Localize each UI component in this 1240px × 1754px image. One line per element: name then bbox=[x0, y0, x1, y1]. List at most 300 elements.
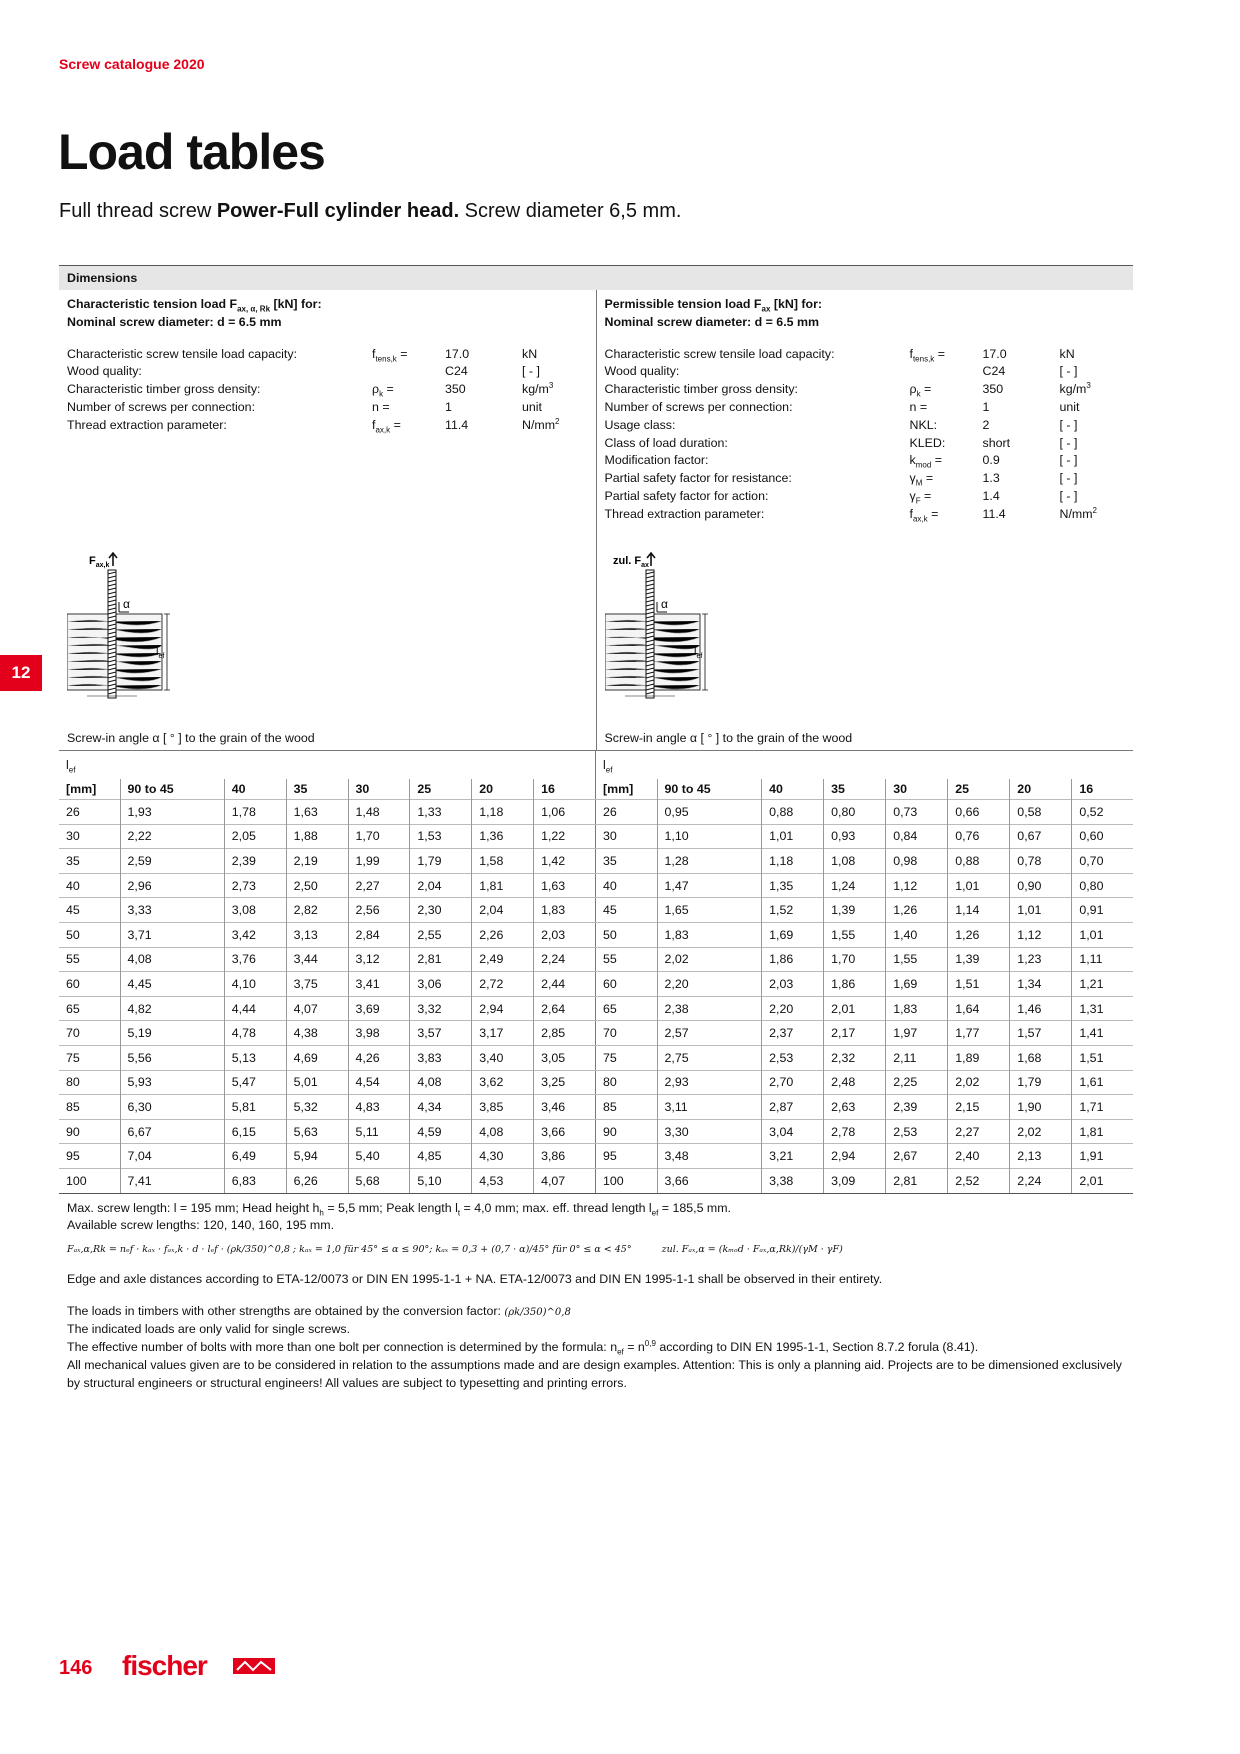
load-value-cell: 1,42 bbox=[534, 849, 596, 874]
table-row bbox=[59, 1045, 596, 1070]
param-symbol-eq: = bbox=[931, 453, 942, 468]
load-value-cell: 1,65 bbox=[657, 898, 762, 923]
row-length-cell: 85 bbox=[59, 1095, 120, 1120]
load-value-cell: 0,60 bbox=[1072, 824, 1133, 849]
param-row bbox=[67, 346, 588, 364]
param-unit-main: N/mm bbox=[1059, 506, 1093, 521]
load-value-cell: 2,73 bbox=[224, 873, 286, 898]
note-edge-distances: Edge and axle distances according to ETA-12/0073 or DIN EN 1995-1-1 + NA. ETA-12/0073 and DIN EN 1995-1-1 shall be observed in their entirety. bbox=[67, 1271, 883, 1286]
note-available-lengths: Available screw lengths: 120, 140, 160, 195 mm. bbox=[67, 1218, 335, 1233]
load-value-cell: 1,26 bbox=[948, 922, 1010, 947]
column-header: 30 bbox=[886, 779, 948, 800]
force-label-permissible: zul. $F_{ax}$ bbox=[612, 555, 649, 569]
row-length-cell: 45 bbox=[59, 898, 120, 923]
load-value-cell: 1,21 bbox=[1072, 972, 1133, 997]
load-value-cell: 3,42 bbox=[224, 922, 286, 947]
param-unit bbox=[1060, 417, 1120, 435]
param-symbol-main: f bbox=[372, 417, 376, 432]
load-value-cell: 1,51 bbox=[1072, 1045, 1133, 1070]
param-row bbox=[67, 381, 588, 399]
load-value-cell: 1,78 bbox=[224, 800, 286, 825]
load-value-cell: 3,86 bbox=[534, 1144, 596, 1169]
column-headers bbox=[596, 779, 1133, 800]
param-symbol-sub: ax,k bbox=[912, 514, 928, 524]
param-unit-sup: 2 bbox=[555, 416, 560, 426]
table-row bbox=[59, 947, 596, 972]
page-title: Load tables bbox=[58, 124, 325, 180]
param-unit bbox=[522, 346, 582, 364]
column-header: 20 bbox=[472, 779, 534, 800]
load-value-cell: 2,44 bbox=[534, 972, 596, 997]
screw-in-angle-label: Screw-in angle α [ ° ] to the grain of the wood bbox=[67, 731, 315, 746]
load-value-cell: 2,67 bbox=[886, 1144, 948, 1169]
table-row bbox=[596, 1095, 1133, 1120]
param-label: Wood quality: bbox=[604, 364, 680, 379]
param-value: 11.4 bbox=[982, 506, 1006, 521]
load-value-cell: 3,33 bbox=[120, 898, 224, 923]
param-unit-main: kg/m bbox=[1059, 382, 1087, 397]
param-symbol-sub: F bbox=[915, 496, 921, 506]
table-row bbox=[596, 922, 1133, 947]
row-length-cell: 40 bbox=[59, 873, 120, 898]
load-value-cell: 2,50 bbox=[286, 873, 348, 898]
load-value-cell: 2,87 bbox=[762, 1095, 824, 1120]
load-value-cell: 1,41 bbox=[1072, 1021, 1133, 1046]
screw-in-angle-label-permissible: Screw-in angle α [ ° ] to the grain of the wood bbox=[604, 731, 853, 746]
param-symbol-main: γ bbox=[909, 471, 916, 486]
param-value: 0.9 bbox=[982, 453, 1000, 468]
param-symbol bbox=[910, 417, 983, 435]
param-label: Number of screws per connection: bbox=[604, 399, 793, 414]
page-subtitle bbox=[59, 200, 681, 223]
subtitle-suffix: Screw diameter 6,5 mm. bbox=[459, 200, 682, 222]
load-value-cell: 0,84 bbox=[886, 824, 948, 849]
load-value-cell: 2,78 bbox=[824, 1119, 886, 1144]
load-value-cell: 2,22 bbox=[120, 824, 224, 849]
row-length-cell: 35 bbox=[59, 849, 120, 874]
load-value-cell: 2,01 bbox=[824, 996, 886, 1021]
param-unit bbox=[1060, 506, 1120, 524]
load-value-cell: 2,63 bbox=[824, 1095, 886, 1120]
load-value-cell: 3,40 bbox=[472, 1045, 534, 1070]
load-value-cell: 1,10 bbox=[657, 824, 762, 849]
load-value-cell: 2,02 bbox=[657, 947, 762, 972]
load-value-cell: 1,24 bbox=[824, 873, 886, 898]
load-value-cell: 1,97 bbox=[886, 1021, 948, 1046]
param-row bbox=[605, 470, 1126, 488]
catalogue-label: Screw catalogue 2020 bbox=[59, 56, 205, 72]
note-disclaimer: All mechanical values given are to be considered in relation to the assumptions made and are design examples. Attention: This is only a planning aid. Projects are to be dimensioned exclusively by structural engineers or structural engineers! All values are subject to typesetting and printing errors. bbox=[67, 1358, 1122, 1390]
table-row bbox=[59, 849, 596, 874]
lef-label: $l_{ef}$ bbox=[156, 646, 165, 660]
load-value-cell: 7,04 bbox=[120, 1144, 224, 1169]
row-length-cell: 55 bbox=[596, 947, 657, 972]
brand-mark-icon bbox=[233, 1658, 275, 1674]
load-value-cell: 1,31 bbox=[1072, 996, 1133, 1021]
param-symbol-main: ρ bbox=[909, 382, 917, 397]
table-row bbox=[596, 1144, 1133, 1169]
load-value-cell: 4,07 bbox=[534, 1168, 596, 1193]
load-value-cell: 2,27 bbox=[948, 1119, 1010, 1144]
param-unit-sup: 2 bbox=[1092, 505, 1097, 515]
column-header: 90 to 45 bbox=[657, 779, 762, 800]
load-value-cell: 2,84 bbox=[348, 922, 410, 947]
param-row bbox=[605, 363, 1126, 381]
load-value-cell: 3,83 bbox=[410, 1045, 472, 1070]
column-header: 90 to 45 bbox=[120, 779, 224, 800]
table-row bbox=[59, 824, 596, 849]
load-value-cell: 2,96 bbox=[120, 873, 224, 898]
load-value-cell: 1,86 bbox=[762, 947, 824, 972]
load-value-cell: 3,09 bbox=[824, 1168, 886, 1193]
column-header: 25 bbox=[410, 779, 472, 800]
load-value-cell: 2,56 bbox=[348, 898, 410, 923]
load-value-cell: 5,81 bbox=[224, 1095, 286, 1120]
param-row bbox=[605, 399, 1126, 417]
load-value-cell: 0,66 bbox=[948, 800, 1010, 825]
load-value-cell: 2,13 bbox=[1010, 1144, 1072, 1169]
param-unit-main: [ - ] bbox=[1059, 417, 1078, 432]
column-header: 35 bbox=[286, 779, 348, 800]
table-row bbox=[59, 1021, 596, 1046]
param-symbol-eq: = bbox=[922, 471, 934, 486]
load-value-cell: 4,69 bbox=[286, 1045, 348, 1070]
load-value-cell: 1,58 bbox=[472, 849, 534, 874]
load-value-cell: 2,03 bbox=[534, 922, 596, 947]
load-value-cell: 1,63 bbox=[534, 873, 596, 898]
load-value-cell: 1,14 bbox=[948, 898, 1010, 923]
load-value-cell: 4,07 bbox=[286, 996, 348, 1021]
left-panel bbox=[59, 290, 597, 750]
load-value-cell: 2,72 bbox=[472, 972, 534, 997]
alpha-label: α bbox=[123, 597, 130, 611]
brand-logo: fischer bbox=[122, 1650, 207, 1681]
chapter-tab[interactable]: 12 bbox=[0, 655, 42, 691]
load-value-cell: 5,10 bbox=[410, 1168, 472, 1193]
param-symbol-main: f bbox=[909, 346, 913, 361]
param-unit-main: unit bbox=[522, 399, 542, 414]
load-value-cell: 5,93 bbox=[120, 1070, 224, 1095]
param-row bbox=[605, 435, 1126, 453]
load-value-cell: 1,46 bbox=[1010, 996, 1072, 1021]
load-value-cell: 0,52 bbox=[1072, 800, 1133, 825]
load-value-cell: 1,51 bbox=[948, 972, 1010, 997]
load-value-cell: 3,66 bbox=[657, 1168, 762, 1193]
param-symbol bbox=[910, 488, 983, 506]
param-unit-main: kN bbox=[522, 346, 538, 361]
param-unit bbox=[1060, 435, 1120, 453]
column-header: 40 bbox=[224, 779, 286, 800]
table-row bbox=[596, 824, 1133, 849]
row-length-cell: 95 bbox=[59, 1144, 120, 1169]
screw-diagram bbox=[67, 550, 207, 700]
load-value-cell: 3,17 bbox=[472, 1021, 534, 1046]
param-row bbox=[605, 452, 1126, 470]
load-value-cell: 5,11 bbox=[348, 1119, 410, 1144]
parameter-halves bbox=[59, 290, 1133, 750]
load-value-cell: 2,49 bbox=[472, 947, 534, 972]
param-unit-main: unit bbox=[1059, 399, 1080, 414]
param-unit-main: [ - ] bbox=[1059, 435, 1078, 450]
table-row bbox=[596, 947, 1133, 972]
param-row bbox=[605, 346, 1126, 364]
load-value-cell: 1,39 bbox=[948, 947, 1010, 972]
param-value: 1.4 bbox=[982, 488, 1000, 503]
row-length-cell: 80 bbox=[59, 1070, 120, 1095]
load-value-cell: 2,93 bbox=[657, 1070, 762, 1095]
load-value-cell: 1,71 bbox=[1072, 1095, 1133, 1120]
load-value-cell: 1,12 bbox=[886, 873, 948, 898]
row-length-cell: 75 bbox=[596, 1045, 657, 1070]
param-unit-main: [ - ] bbox=[1059, 453, 1078, 468]
row-length-cell: 30 bbox=[596, 824, 657, 849]
param-symbol-main: γ bbox=[909, 488, 916, 503]
param-label: Characteristic timber gross density: bbox=[604, 382, 798, 397]
load-value-cell: 1,28 bbox=[657, 849, 762, 874]
load-value-cell: 2,37 bbox=[762, 1021, 824, 1046]
param-value: 1 bbox=[982, 399, 990, 414]
load-value-cell: 1,69 bbox=[762, 922, 824, 947]
load-value-cell: 3,85 bbox=[472, 1095, 534, 1120]
load-value-cell: 0,67 bbox=[1010, 824, 1072, 849]
param-symbol-main: ρ bbox=[372, 382, 380, 397]
param-label: Usage class: bbox=[604, 417, 676, 432]
load-value-cell: 1,11 bbox=[1072, 947, 1133, 972]
load-value-cell: 2,55 bbox=[410, 922, 472, 947]
param-unit-main: kg/m bbox=[522, 382, 549, 397]
table-row bbox=[59, 873, 596, 898]
load-value-cell: 2,17 bbox=[824, 1021, 886, 1046]
column-header: [mm] bbox=[59, 779, 120, 800]
row-length-cell: 85 bbox=[596, 1095, 657, 1120]
load-value-cell: 5,68 bbox=[348, 1168, 410, 1193]
param-label: Characteristic timber gross density: bbox=[67, 382, 261, 397]
row-length-cell: 50 bbox=[59, 922, 120, 947]
param-label: Modification factor: bbox=[604, 453, 709, 468]
load-value-cell: 5,40 bbox=[348, 1144, 410, 1169]
table-row bbox=[59, 972, 596, 997]
note-effective-number: The effective number of bolts with more than one bolt per connection is determined by the formula: $n_{ef} = n^{0,9}$ according to DIN EN 1995-1-1, Section 8.7.2 forula (8.41). bbox=[67, 1339, 979, 1357]
row-length-cell: 95 bbox=[596, 1144, 657, 1169]
load-value-cell: 2,64 bbox=[534, 996, 596, 1021]
load-value-cell: 1,22 bbox=[534, 824, 596, 849]
load-value-cell: 0,95 bbox=[657, 800, 762, 825]
notes bbox=[59, 1200, 1133, 1393]
load-value-cell: 0,73 bbox=[886, 800, 948, 825]
load-value-cell: 1,01 bbox=[1072, 922, 1133, 947]
lef-dimension bbox=[702, 614, 708, 690]
load-value-cell: 3,25 bbox=[534, 1070, 596, 1095]
row-length-cell: 45 bbox=[596, 898, 657, 923]
load-value-cell: 3,41 bbox=[348, 972, 410, 997]
load-value-cell: 2,39 bbox=[886, 1095, 948, 1120]
load-value-cell: 2,59 bbox=[120, 849, 224, 874]
load-value-cell: 1,01 bbox=[1010, 898, 1072, 923]
load-value-cell: 4,08 bbox=[120, 947, 224, 972]
load-value-cell: 3,44 bbox=[286, 947, 348, 972]
load-value-cell: 2,04 bbox=[410, 873, 472, 898]
param-symbol-eq: = bbox=[920, 382, 932, 397]
load-value-cell: 2,85 bbox=[534, 1021, 596, 1046]
param-unit bbox=[522, 399, 582, 417]
load-value-cell: 2,04 bbox=[472, 898, 534, 923]
load-value-cell: 4,10 bbox=[224, 972, 286, 997]
param-symbol-eq: = bbox=[916, 399, 928, 414]
load-value-cell: 3,21 bbox=[762, 1144, 824, 1169]
conversion-factor: (ρk/350)^0,8 bbox=[504, 1306, 571, 1318]
load-value-cell: 2,40 bbox=[948, 1144, 1010, 1169]
param-symbol bbox=[910, 346, 983, 364]
load-value-cell: 2,20 bbox=[762, 996, 824, 1021]
load-value-cell: 2,53 bbox=[762, 1045, 824, 1070]
load-value-cell: 3,46 bbox=[534, 1095, 596, 1120]
formula bbox=[67, 1241, 1133, 1259]
screw-diagram-permissible bbox=[605, 550, 745, 700]
param-symbol-sub: ax,k bbox=[375, 425, 391, 435]
param-label: Thread extraction parameter: bbox=[67, 417, 227, 432]
param-label: Number of screws per connection: bbox=[67, 399, 256, 414]
param-unit-main: [ - ] bbox=[1059, 488, 1078, 503]
row-length-cell: 65 bbox=[59, 996, 120, 1021]
param-value: 350 bbox=[445, 382, 466, 397]
right-params bbox=[597, 332, 1134, 524]
alpha-label: α bbox=[660, 597, 668, 611]
param-unit bbox=[522, 381, 582, 399]
load-value-cell: 1,68 bbox=[1010, 1045, 1072, 1070]
table-row bbox=[59, 898, 596, 923]
characteristic-load-table bbox=[59, 751, 596, 1194]
table-row bbox=[59, 996, 596, 1021]
row-length-cell: 30 bbox=[59, 824, 120, 849]
param-label: Wood quality: bbox=[67, 364, 142, 379]
param-symbol-main: NKL: bbox=[909, 417, 938, 432]
param-row bbox=[67, 399, 588, 417]
load-value-cell: 1,77 bbox=[948, 1021, 1010, 1046]
load-value-cell: 1,70 bbox=[824, 947, 886, 972]
load-value-cell: 6,30 bbox=[120, 1095, 224, 1120]
param-value: C24 bbox=[445, 364, 468, 379]
table-row bbox=[596, 1070, 1133, 1095]
load-value-cell: 1,33 bbox=[410, 800, 472, 825]
column-header: 25 bbox=[948, 779, 1010, 800]
param-unit bbox=[1060, 452, 1120, 470]
param-symbol bbox=[910, 452, 983, 470]
load-value-cell: 1,48 bbox=[348, 800, 410, 825]
column-header: 20 bbox=[1010, 779, 1072, 800]
param-unit bbox=[1060, 363, 1120, 381]
param-symbol-main: f bbox=[909, 506, 913, 521]
load-value-cell: 5,32 bbox=[286, 1095, 348, 1120]
table-row bbox=[59, 922, 596, 947]
row-length-cell: 40 bbox=[596, 873, 657, 898]
load-value-cell: 5,56 bbox=[120, 1045, 224, 1070]
param-value: 17.0 bbox=[445, 346, 470, 361]
load-value-cell: 2,32 bbox=[824, 1045, 886, 1070]
param-row bbox=[67, 363, 588, 381]
note-conversion: The loads in timbers with other strengths are obtained by the conversion factor: (ρk/350)^0,8 bbox=[67, 1303, 571, 1318]
note-screw-length: Max. screw length: l = 195 mm; Head height $h_h = 5,5$ mm; Peak length $l_t = 4,0$ mm; max. eff. thread length $l_{ef} = 185,5$ mm. bbox=[67, 1200, 731, 1217]
param-symbol bbox=[910, 363, 983, 381]
param-symbol bbox=[910, 381, 983, 399]
param-value: C24 bbox=[982, 364, 1006, 379]
row-length-cell: 26 bbox=[59, 800, 120, 825]
load-value-cell: 2,02 bbox=[1010, 1119, 1072, 1144]
param-unit bbox=[1060, 346, 1120, 364]
param-symbol bbox=[372, 363, 445, 381]
load-value-cell: 1,91 bbox=[1072, 1144, 1133, 1169]
load-value-cell: 0,88 bbox=[762, 800, 824, 825]
load-value-cell: 1,52 bbox=[762, 898, 824, 923]
param-symbol-sub: k bbox=[916, 389, 921, 399]
load-value-cell: 1,83 bbox=[657, 922, 762, 947]
param-unit bbox=[522, 363, 582, 381]
lef-dimension bbox=[164, 614, 170, 690]
load-value-cell: 1,83 bbox=[534, 898, 596, 923]
load-value-cell: 0,91 bbox=[1072, 898, 1133, 923]
param-unit bbox=[1060, 470, 1120, 488]
load-value-cell: 2,26 bbox=[472, 922, 534, 947]
load-value-cell: 1,26 bbox=[886, 898, 948, 923]
row-length-cell: 100 bbox=[59, 1168, 120, 1193]
param-symbol bbox=[910, 399, 983, 417]
param-label: Characteristic screw tensile load capacity: bbox=[604, 346, 835, 361]
load-value-cell: 2,94 bbox=[472, 996, 534, 1021]
load-value-cell: 2,25 bbox=[886, 1070, 948, 1095]
load-value-cell: 2,38 bbox=[657, 996, 762, 1021]
column-header: 35 bbox=[824, 779, 886, 800]
load-value-cell: 1,35 bbox=[762, 873, 824, 898]
load-value-cell: 1,89 bbox=[948, 1045, 1010, 1070]
param-symbol-eq: = bbox=[934, 346, 945, 361]
load-value-cell: 2,52 bbox=[948, 1168, 1010, 1193]
param-label: Partial safety factor for action: bbox=[604, 488, 769, 503]
row-length-cell: 60 bbox=[59, 972, 120, 997]
param-symbol bbox=[372, 346, 445, 364]
table-row bbox=[59, 800, 596, 825]
param-value: 2 bbox=[982, 417, 990, 432]
param-unit-sup: 3 bbox=[548, 381, 554, 391]
load-value-cell: 3,66 bbox=[534, 1119, 596, 1144]
load-value-cell: 1,34 bbox=[1010, 972, 1072, 997]
formula-characteristic: Fₐₓ,α,Rk = nₑf · kₐₓ · fₐₓ,k · d · lₑf · (ρk/350)^0,8 ; kₐₓ = 1,0 für 45° ≤ α ≤ 90°; kₐₓ = 0,3 + (0,7 · α)/45° für 0° ≤ α < 45° bbox=[67, 1244, 632, 1256]
right-heading: Permissible tension load $F_{ax}$ [kN] for: Nominal screw diameter: d = 6.5 mm bbox=[604, 297, 823, 329]
load-value-cell: 5,94 bbox=[286, 1144, 348, 1169]
param-symbol-sub: mod bbox=[915, 460, 932, 470]
load-tables bbox=[59, 750, 1133, 1194]
load-value-cell: 7,41 bbox=[120, 1168, 224, 1193]
force-label: $F_{ax,k}$ bbox=[89, 555, 110, 569]
load-value-cell: 2,05 bbox=[224, 824, 286, 849]
load-value-cell: 1,55 bbox=[824, 922, 886, 947]
param-symbol bbox=[372, 399, 445, 417]
load-value-cell: 2,81 bbox=[410, 947, 472, 972]
load-table-frame bbox=[59, 265, 1133, 1393]
param-symbol-sub: tens,k bbox=[375, 354, 397, 364]
load-value-cell: 2,03 bbox=[762, 972, 824, 997]
row-length-cell: 70 bbox=[596, 1021, 657, 1046]
row-length-cell: 55 bbox=[59, 947, 120, 972]
permissible-load-table bbox=[596, 751, 1133, 1194]
load-value-cell: 1,18 bbox=[762, 849, 824, 874]
table-row bbox=[59, 1168, 596, 1193]
load-value-cell: 2,30 bbox=[410, 898, 472, 923]
load-value-cell: 0,76 bbox=[948, 824, 1010, 849]
load-value-cell: 1,93 bbox=[120, 800, 224, 825]
load-value-cell: 4,34 bbox=[410, 1095, 472, 1120]
param-row bbox=[67, 417, 588, 435]
load-value-cell: 1,90 bbox=[1010, 1095, 1072, 1120]
load-value-cell: 5,19 bbox=[120, 1021, 224, 1046]
